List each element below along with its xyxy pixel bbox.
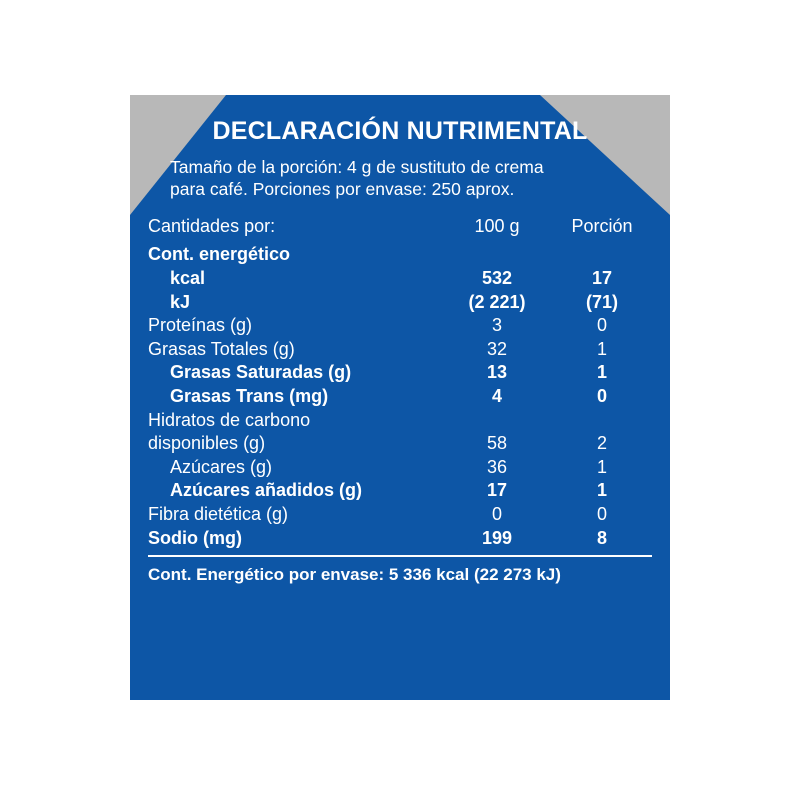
table-row	[148, 503, 652, 527]
row-label: kJ	[170, 291, 191, 312]
row-label: Grasas Saturadas (g)	[170, 362, 352, 383]
table-row	[148, 361, 652, 385]
row-value-100g	[442, 243, 552, 267]
row-value-100g: 3	[491, 315, 502, 336]
column-header-100g: 100 g	[474, 215, 520, 236]
row-value-portion	[552, 243, 652, 267]
table-row	[148, 527, 652, 551]
table-row	[148, 267, 652, 291]
row-value-portion: 2	[596, 433, 607, 454]
nutrition-label-content	[130, 95, 670, 585]
row-value-portion: (71)	[585, 291, 618, 312]
table-row	[148, 409, 652, 433]
row-value-portion: 0	[596, 385, 607, 406]
row-label: Grasas Totales (g)	[148, 338, 295, 359]
divider	[148, 555, 652, 557]
row-label: Azúcares (g)	[170, 456, 273, 477]
row-value-portion: 0	[596, 503, 607, 524]
row-value-portion: 1	[596, 362, 607, 383]
row-label: Fibra dietética (g)	[148, 503, 289, 524]
table-header-row	[148, 215, 652, 244]
row-value-100g	[442, 409, 552, 433]
row-value-portion	[552, 409, 652, 433]
nutrition-table	[148, 215, 652, 550]
serving-size-line-2: para café. Porciones por envase: 250 aprox.	[170, 179, 515, 200]
row-value-portion: 1	[596, 456, 607, 477]
row-value-portion: 0	[596, 315, 607, 336]
row-label: kcal	[170, 267, 206, 288]
row-value-100g: 58	[486, 433, 508, 454]
table-row	[148, 243, 652, 267]
row-label: Grasas Trans (mg)	[170, 385, 329, 406]
energy-per-package-text: Cont. Energético por envase: 5 336 kcal (22 273 kJ)	[148, 565, 561, 585]
row-value-100g: 13	[486, 362, 508, 383]
table-row	[148, 456, 652, 480]
row-value-100g: 17	[486, 480, 508, 501]
table-row	[148, 314, 652, 338]
row-value-100g: 4	[491, 385, 502, 406]
row-value-100g: 36	[486, 456, 508, 477]
column-header-portion: Porción	[571, 215, 633, 236]
serving-size-line-1: Tamaño de la porción: 4 g de sustituto de crema	[170, 157, 544, 177]
row-label: Sodio (mg)	[148, 527, 242, 548]
row-value-100g: 199	[481, 527, 513, 548]
row-value-100g: 532	[481, 267, 513, 288]
row-value-portion: 1	[596, 338, 607, 359]
row-label: disponibles (g)	[148, 433, 266, 454]
row-value-portion: 1	[596, 480, 607, 501]
row-label: Azúcares añadidos (g)	[170, 480, 363, 501]
row-label: Cont. energético	[148, 244, 291, 265]
row-label: Hidratos de carbono	[148, 409, 311, 430]
table-row	[148, 385, 652, 409]
page-title: DECLARACIÓN NUTRIMENTAL	[212, 117, 588, 145]
table-row	[148, 338, 652, 362]
table-row	[148, 432, 652, 456]
row-value-portion: 8	[596, 527, 607, 548]
row-label: Proteínas (g)	[148, 315, 253, 336]
row-value-100g: 32	[486, 338, 508, 359]
table-row	[148, 291, 652, 315]
row-value-100g: 0	[491, 503, 502, 524]
nutrition-label-panel	[130, 95, 670, 700]
table-row	[148, 479, 652, 503]
row-value-portion: 17	[591, 267, 613, 288]
row-value-100g: (2 221)	[468, 291, 526, 312]
serving-size-text	[148, 156, 652, 201]
column-header-label: Cantidades por:	[148, 215, 276, 236]
